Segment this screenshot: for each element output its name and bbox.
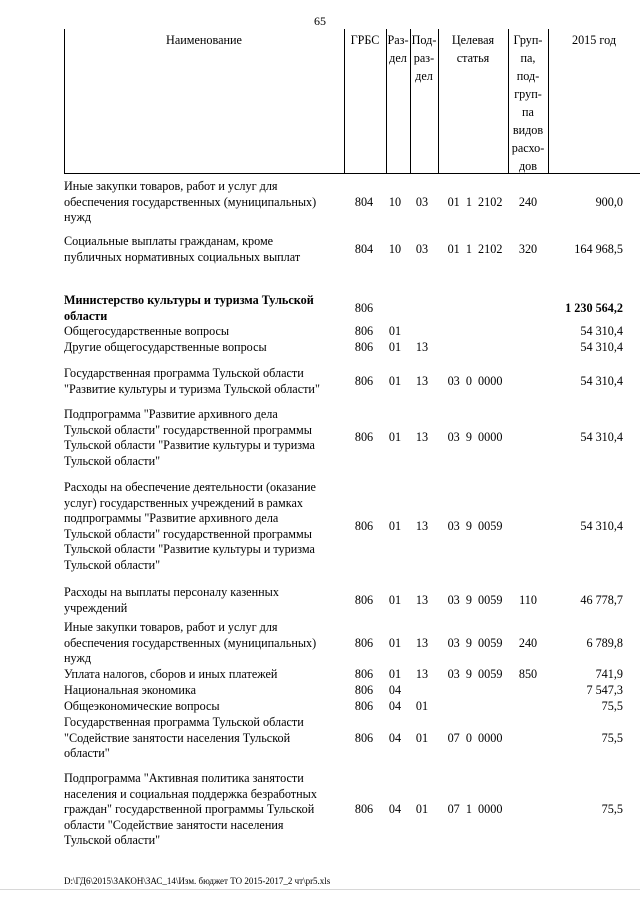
header-divider	[438, 29, 439, 174]
row-amount-2015: 75,5	[601, 731, 623, 745]
row-amount-2015: 164 968,5	[574, 241, 623, 256]
row-name: Общеэкономические вопросы	[64, 699, 220, 713]
row-amount-2015: 1 230 564,2	[565, 300, 623, 315]
file-path-footer: D:\ГД6\2015\ЗАКОН\ЗАС_14\Изм. бюджет ТО 2015-2017_2 чт\pr5.xls	[64, 876, 331, 886]
row-amount-2015: 6 789,8	[586, 636, 623, 650]
row-amount-2015: 900,0	[595, 195, 623, 209]
table-row	[0, 179, 640, 226]
header-year: 2015 год	[571, 33, 617, 47]
row-name: Расходы на выплаты персоналу казенных учреждений	[64, 585, 279, 615]
row-razdel: 01	[388, 324, 402, 338]
row-grbs: 806	[354, 667, 374, 681]
row-vid-rashodov: 240	[518, 195, 538, 209]
row-podrazdel: 13	[415, 519, 429, 533]
row-amount-2015: 7 547,3	[586, 683, 623, 697]
row-grbs: 806	[354, 324, 374, 338]
row-vid-rashodov: 850	[518, 667, 538, 681]
row-name: Социальные выплаты гражданам, кроме публичных нормативных социальных выплат	[64, 234, 301, 264]
header-razdel: Раз- дел	[387, 33, 409, 65]
row-name: Государственная программа Тульской области "Содействие занятости населения Тульской области"	[64, 715, 304, 760]
table-row	[0, 667, 640, 683]
row-name: Государственная программа Тульской области "Развитие культуры и туризма Тульской области"	[64, 366, 320, 396]
row-vid-rashodov: 320	[518, 241, 538, 256]
row-vid-rashodov: 240	[518, 636, 538, 650]
table-row	[0, 771, 640, 849]
row-podrazdel: 13	[415, 667, 429, 681]
row-celevaya-statya: 01 1 2102	[447, 195, 503, 209]
row-podrazdel: 01	[415, 731, 429, 745]
row-grbs: 806	[354, 519, 374, 533]
row-podrazdel: 13	[415, 592, 429, 607]
row-amount-2015: 54 310,4	[580, 519, 623, 533]
row-podrazdel: 01	[415, 802, 429, 816]
header-divider	[386, 29, 387, 174]
row-amount-2015: 75,5	[601, 802, 623, 816]
row-grbs: 806	[354, 300, 374, 315]
table-row	[0, 340, 640, 356]
row-amount-2015: 741,9	[595, 667, 623, 681]
row-name: Другие общегосударственные вопросы	[64, 340, 267, 354]
row-celevaya-statya: 07 0 0000	[447, 731, 503, 745]
table-row	[0, 324, 640, 340]
row-razdel: 01	[388, 636, 402, 650]
header-divider	[64, 29, 65, 174]
row-name: Иные закупки товаров, работ и услуг для обеспечения государственных (муниципальных) нужд	[64, 620, 317, 665]
row-podrazdel: 03	[415, 241, 429, 256]
header-podrazdel: Под- раз- дел	[411, 33, 437, 83]
row-razdel: 01	[388, 667, 402, 681]
row-name: Иные закупки товаров, работ и услуг для обеспечения государственных (муниципальных) нужд	[64, 179, 317, 224]
row-name: Национальная экономика	[64, 683, 197, 697]
row-celevaya-statya: 03 9 0059	[447, 592, 503, 607]
table-row	[0, 585, 640, 616]
row-razdel: 04	[388, 699, 402, 713]
row-razdel: 10	[388, 195, 402, 209]
row-razdel: 04	[388, 731, 402, 745]
row-amount-2015: 46 778,7	[580, 592, 623, 607]
row-amount-2015: 75,5	[601, 699, 623, 713]
header-divider	[548, 29, 549, 174]
table-row	[0, 683, 640, 699]
header-grbs: ГРБС	[350, 33, 380, 47]
table-row	[0, 699, 640, 715]
row-name: Уплата налогов, сборов и иных платежей	[64, 667, 278, 681]
row-amount-2015: 54 310,4	[580, 373, 623, 388]
row-podrazdel: 13	[415, 340, 429, 354]
row-grbs: 806	[354, 683, 374, 697]
row-grbs: 806	[354, 340, 374, 354]
header-celevaya-statya: Целевая статья	[451, 33, 495, 65]
table-row	[0, 234, 640, 265]
row-name: Министерство культуры и туризма Тульской области	[64, 293, 314, 323]
row-amount-2015: 54 310,4	[580, 340, 623, 354]
row-celevaya-statya: 07 1 0000	[447, 802, 503, 816]
row-razdel: 04	[388, 802, 402, 816]
row-razdel: 01	[388, 592, 402, 607]
table-row	[0, 366, 640, 397]
row-name: Расходы на обеспечение деятельности (оказание услуг) государственных учреждений в рамках подпрограммы "Развитие архивного дела Тульской области" государственной программы Тульской области "Развитие культуры и туризма Тульской области"	[64, 480, 316, 572]
row-razdel: 01	[388, 430, 402, 444]
page-number: 65	[314, 14, 326, 28]
header-divider	[508, 29, 509, 174]
row-grbs: 804	[354, 241, 374, 256]
row-podrazdel: 03	[415, 195, 429, 209]
header-divider	[410, 29, 411, 174]
row-name: Общегосударственные вопросы	[64, 324, 230, 338]
row-razdel: 10	[388, 241, 402, 256]
row-name: Подпрограмма "Активная политика занятости населения и социальная поддержка безработных граждан" государственной программы Тульской области "Содействие занятости населения Тульской области"	[64, 771, 317, 847]
row-name: Подпрограмма "Развитие архивного дела Тульской области" государственной программы Тульской области "Развитие культуры и туризма Тульской области"	[64, 407, 315, 468]
table-row	[0, 620, 640, 667]
row-grbs: 806	[354, 699, 374, 713]
row-razdel: 01	[388, 519, 402, 533]
row-razdel: 04	[388, 683, 402, 697]
row-grbs: 806	[354, 731, 374, 745]
row-celevaya-statya: 03 9 0000	[447, 430, 503, 444]
table-row	[0, 293, 640, 324]
table-header	[64, 29, 640, 174]
row-podrazdel: 13	[415, 636, 429, 650]
header-gruppa-vidov: Груп- па, под- груп- па видов расхо- дов	[511, 33, 545, 173]
row-podrazdel: 13	[415, 373, 429, 388]
row-amount-2015: 54 310,4	[580, 430, 623, 444]
row-grbs: 806	[354, 592, 374, 607]
table-row	[0, 715, 640, 762]
row-razdel: 01	[388, 340, 402, 354]
table-row	[0, 480, 640, 573]
row-celevaya-statya: 03 9 0059	[447, 519, 503, 533]
table-row	[0, 407, 640, 469]
row-grbs: 806	[354, 430, 374, 444]
row-podrazdel: 13	[415, 430, 429, 444]
row-vid-rashodov: 110	[519, 592, 537, 607]
header-name: Наименование	[166, 33, 242, 47]
row-celevaya-statya: 01 1 2102	[447, 241, 503, 256]
row-podrazdel: 01	[415, 699, 429, 713]
row-grbs: 806	[354, 373, 374, 388]
row-amount-2015: 54 310,4	[580, 324, 623, 338]
header-divider	[344, 29, 345, 174]
row-razdel: 01	[388, 373, 402, 388]
page-bottom-line	[0, 889, 640, 890]
row-grbs: 806	[354, 636, 374, 650]
row-celevaya-statya: 03 9 0059	[447, 636, 503, 650]
row-grbs: 806	[354, 802, 374, 816]
row-celevaya-statya: 03 0 0000	[447, 373, 503, 388]
row-grbs: 804	[354, 195, 374, 209]
row-celevaya-statya: 03 9 0059	[447, 667, 503, 681]
